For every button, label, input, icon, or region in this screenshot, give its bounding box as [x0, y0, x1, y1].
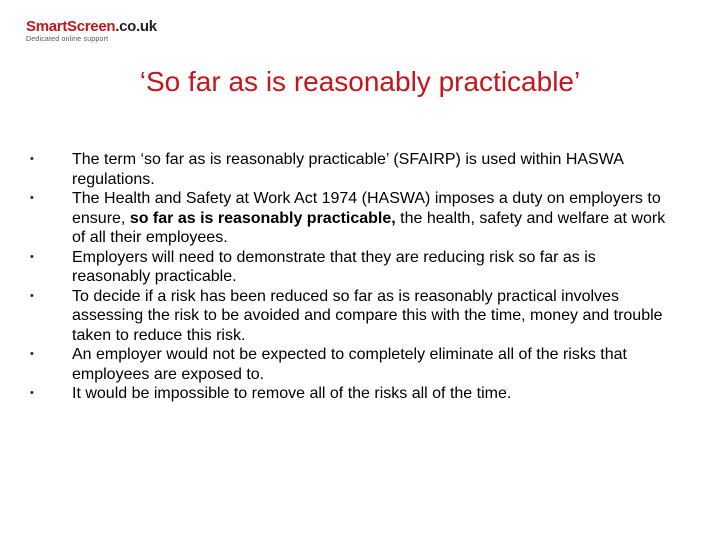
bullet-icon: •	[30, 387, 34, 399]
bullet-item	[30, 189, 670, 248]
bullet-list	[30, 150, 670, 404]
smartscreen-logo	[26, 18, 157, 43]
bullet-icon: •	[30, 250, 34, 263]
slide-title: ‘So far as is reasonably practicable’	[139, 66, 581, 97]
logo-brand: SmartScreen	[26, 18, 116, 35]
bullet-text: To decide if a risk has been reduced so far as is reasonably practical involves assessing the risk to be avoided and compare this with the time, money and trouble taken to reduce this risk.	[72, 287, 663, 344]
bullet-icon: •	[30, 153, 34, 165]
bullet-item	[30, 287, 670, 346]
bullet-icon: •	[30, 192, 34, 204]
bullet-text: Employers will need to demonstrate that they are reducing risk so far as is reasonably practicable.	[72, 248, 596, 285]
bullet-icon: •	[30, 289, 34, 302]
bullet-text	[72, 190, 665, 246]
bullet-text-bold: so far as is reasonably practicable,	[129, 209, 396, 227]
bullet-icon: •	[30, 348, 34, 360]
bullet-text-end: the health, safety and welfare at work of all their employees.	[72, 209, 666, 246]
bullet-item	[30, 384, 670, 404]
bullet-text: It would be impossible to remove all of the risks all of the time.	[72, 385, 512, 402]
bullet-item	[30, 345, 670, 384]
bullet-item	[30, 248, 670, 287]
logo-domain: .co.uk	[115, 18, 157, 35]
logo-tagline: Dedicated online support	[26, 36, 109, 43]
logo-wordmark	[26, 18, 157, 35]
bullet-text: An employer would not be expected to completely eliminate all of the risks that employees are exposed to.	[72, 346, 627, 383]
bullet-text: The term ‘so far as is reasonably practicable’ (SFAIRP) is used within HASWA regulations.	[72, 151, 624, 188]
bullet-item	[30, 150, 670, 189]
bullet-text-start: The Health and Safety at Work Act 1974 (HASWA) imposes a duty on employers to ensure,	[72, 190, 661, 227]
